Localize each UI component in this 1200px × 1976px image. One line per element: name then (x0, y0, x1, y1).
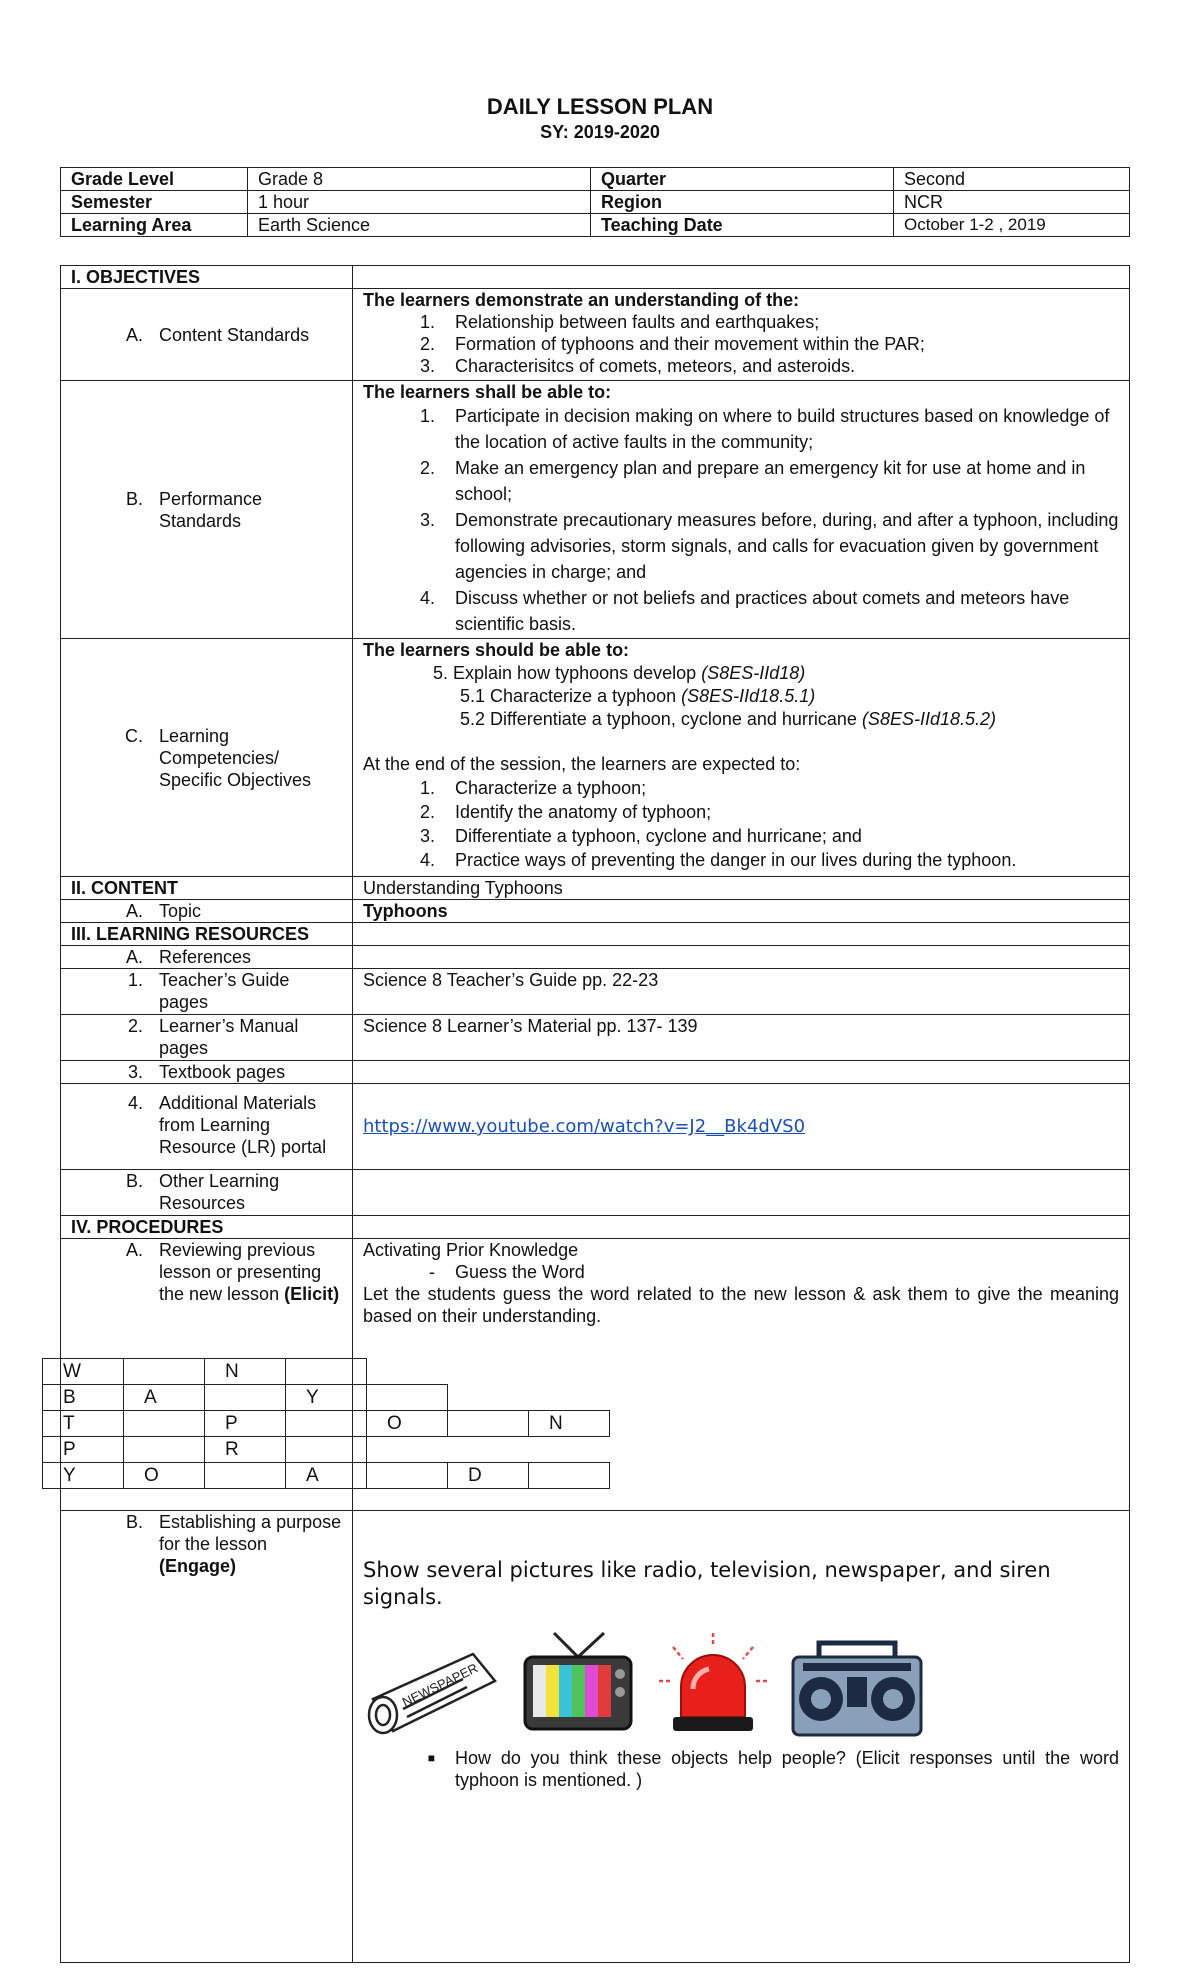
letter: A. (125, 901, 143, 921)
quarter-value: Second (894, 168, 1130, 191)
grid-cell (367, 1463, 448, 1489)
competency-code: (S8ES-IId18.5.1) (681, 686, 816, 706)
elicit-line2: Guess the Word (455, 1262, 585, 1282)
letter: A. (125, 324, 143, 345)
page-title: DAILY LESSON PLAN (486, 94, 714, 119)
semester-value: 1 hour (248, 191, 591, 214)
list-item: 1. Participate in decision making on where to build structures based on knowledge of the location of active faults in the community; (363, 403, 1119, 455)
teaching-date-label: Teaching Date (591, 214, 894, 237)
elicit-line3: Let the students guess the word related to the new lesson & ask them to give the meaning based on their understanding. (363, 1284, 1119, 1326)
region-label: Region (591, 191, 894, 214)
lesson-plan-table (60, 265, 1130, 1963)
letter: A. (125, 947, 143, 967)
performance-standards-cell (353, 381, 1130, 639)
youtube-link[interactable]: https://www.youtube.com/watch?v=J2__Bk4dVS0 (363, 1116, 806, 1137)
tg-value: Science 8 Teacher’s Guide pp. 22-23 (353, 969, 1130, 1015)
list-item: 4. Practice ways of preventing the danger in our lives during the typhoon. (363, 848, 1119, 872)
empty-cell (353, 946, 1130, 969)
list-item: 3. Characterisitcs of comets, meteors, and asteroids. (363, 355, 1119, 377)
list-item: 3. Demonstrate precautionary measures before, during, and after a typhoon, including following advisories, storm signals, and calls for evacuation given by government agencies in charge; and (363, 507, 1119, 585)
grid-cell (124, 1411, 205, 1437)
content-standards-intro: The learners demonstrate an understanding of the: (363, 290, 800, 310)
empty-cell (353, 1061, 1130, 1084)
grid-cell (124, 1359, 205, 1385)
other-label: Other Learning Resources (159, 1171, 280, 1213)
engage-label-cell (61, 1511, 353, 1963)
grid-cell (205, 1463, 286, 1489)
list-item-text: Make an emergency plan and prepare an emergency kit for use at home and in school; (455, 458, 1086, 504)
objectives-heading: I. OBJECTIVES (61, 266, 353, 289)
competency-5-1 (363, 685, 1119, 708)
content-standards-label-cell (61, 289, 353, 381)
grid-cell: T (43, 1411, 124, 1437)
grid-cell (124, 1437, 205, 1463)
grid-cell (286, 1359, 367, 1385)
list-item-text: Characterize a typhoon; (455, 778, 647, 798)
competency-text: 5.2 Differentiate a typhoon, cyclone and hurricane (460, 709, 862, 729)
list-item: 2. Make an emergency plan and prepare an emergency kit for use at home and in school; (363, 455, 1119, 507)
grid-cell (205, 1385, 286, 1411)
dash: - (429, 1262, 435, 1282)
learning-area-value: Earth Science (248, 214, 591, 237)
list-item: 3. Differentiate a typhoon, cyclone and hurricane; and (363, 824, 1119, 848)
info-table (60, 167, 1130, 237)
grid-cell: N (529, 1411, 610, 1437)
engage-bold: (Engage) (159, 1556, 237, 1576)
session-intro: At the end of the session, the learners are expected to: (363, 754, 801, 774)
grid-cell: O (124, 1463, 205, 1489)
list-item: 2. Identify the anatomy of typhoon; (363, 800, 1119, 824)
radio-icon (789, 1633, 925, 1739)
content-value: Understanding Typhoons (353, 877, 1130, 900)
pictures-row (363, 1629, 1119, 1739)
topic-label: Topic (159, 901, 202, 921)
grid-cell (286, 1411, 367, 1437)
performance-standards-intro: The learners shall be able to: (363, 382, 612, 402)
references-label: References (159, 947, 252, 967)
region-value: NCR (894, 191, 1130, 214)
grid-cell: Y (286, 1385, 367, 1411)
grid-cell: D (448, 1463, 529, 1489)
grid-cell: A (286, 1463, 367, 1489)
competency-text: 5. Explain how typhoons develop (433, 663, 702, 683)
elicit-label: Reviewing previous lesson or presenting the new lesson (159, 1240, 322, 1304)
siren-icon (653, 1629, 773, 1739)
lm-label-cell (61, 1015, 353, 1061)
list-item: 4. Discuss whether or not beliefs and practices about comets and meteors have scientific basis. (363, 585, 1119, 637)
newspaper-word: NEWSPAPER (399, 1660, 481, 1710)
grid-cell (367, 1385, 448, 1411)
list-item: 1. Relationship between faults and earthquakes; (363, 311, 1119, 333)
competencies-label-cell (61, 639, 353, 877)
letter: B. (125, 488, 143, 509)
letter: A. (125, 1240, 143, 1260)
learning-area-label: Learning Area (61, 214, 248, 237)
grid-cell: N (205, 1359, 286, 1385)
list-item-text: Identify the anatomy of typhoon; (455, 802, 712, 822)
list-item-text: Participate in decision making on where to build structures based on knowledge of the location of active faults in the community; (455, 406, 1110, 452)
semester-label: Semester (61, 191, 248, 214)
list-item-text: Practice ways of preventing the danger in our lives during the typhoon. (455, 850, 1017, 870)
teaching-date-value: October 1-2 , 2019 (894, 214, 1130, 237)
competencies-label: Learning Competencies/ Specific Objectives (159, 725, 312, 790)
number: 3. (127, 1062, 143, 1082)
am-link-cell (353, 1084, 1130, 1170)
grid-cell (286, 1437, 367, 1463)
grid-cell (529, 1463, 610, 1489)
engage-label: Establishing a purpose for the lesson (159, 1512, 342, 1554)
bullet-icon: ■ (427, 1751, 435, 1765)
competency-5 (363, 662, 1119, 685)
empty-cell (353, 1216, 1130, 1239)
competency-code: (S8ES-IId18) (701, 663, 806, 683)
number: 2. (127, 1016, 143, 1036)
list-item-text: Differentiate a typhoon, cyclone and hurricane; and (455, 826, 862, 846)
competencies-intro: The learners should be able to: (363, 640, 630, 660)
grid-cell: P (43, 1437, 124, 1463)
grid-cell: R (205, 1437, 286, 1463)
list-item-text: Demonstrate precautionary measures before, during, and after a typhoon, including following advisories, storm signals, and calls for evacuation given by government agencies in charge; and (455, 510, 1119, 582)
lm-value: Science 8 Learner’s Material pp. 137- 139 (353, 1015, 1130, 1061)
guess-word-grid (42, 1358, 610, 1489)
number: 4. (127, 1093, 143, 1113)
engage-cell (353, 1511, 1130, 1963)
engage-text: Show several pictures like radio, television, newspaper, and siren signals. (363, 1558, 1051, 1609)
competency-5-2 (363, 708, 1119, 731)
tg-label-cell (61, 969, 353, 1015)
grade-level-value: Grade 8 (248, 168, 591, 191)
engage-question: How do you think these objects help people? (Elicit responses until the word typhoon is mentioned. ) (455, 1748, 1119, 1790)
competency-code: (S8ES-IId18.5.2) (861, 709, 997, 729)
grid-cell: P (205, 1411, 286, 1437)
content-standards-cell (353, 289, 1130, 381)
resources-heading: III. LEARNING RESOURCES (61, 923, 353, 946)
grid-cell (448, 1411, 529, 1437)
number: 1. (127, 970, 143, 990)
topic-label-cell (61, 900, 353, 923)
empty-cell (353, 1170, 1130, 1216)
letter: C. (125, 725, 143, 746)
competency-text: 5.1 Characterize a typhoon (460, 686, 682, 706)
empty-cell (353, 266, 1130, 289)
empty-cell (353, 923, 1130, 946)
list-item: 1. Characterize a typhoon; (363, 776, 1119, 800)
list-item-text: Formation of typhoons and their movement within the PAR; (455, 334, 925, 354)
list-item: 2. Formation of typhoons and their movement within the PAR; (363, 333, 1119, 355)
grid-cell: W (43, 1359, 124, 1385)
grade-level-label: Grade Level (61, 168, 248, 191)
elicit-line1: Activating Prior Knowledge (363, 1240, 579, 1260)
grid-cell: A (124, 1385, 205, 1411)
lm-label: Learner’s Manual pages (159, 1016, 299, 1058)
list-item-text: Characterisitcs of comets, meteors, and asteroids. (455, 356, 856, 376)
quarter-label: Quarter (591, 168, 894, 191)
am-label: Additional Materials from Learning Resource (LR) portal (159, 1093, 327, 1157)
letter: B. (125, 1171, 143, 1191)
letter: B. (125, 1512, 143, 1532)
question-item (363, 1747, 1119, 1791)
tb-label: Textbook pages (159, 1062, 286, 1082)
grid-cell: Y (43, 1463, 124, 1489)
television-icon (519, 1629, 637, 1739)
content-heading: II. CONTENT (61, 877, 353, 900)
list-item-text: Relationship between faults and earthquakes; (455, 312, 820, 332)
procedures-heading: IV. PROCEDURES (61, 1216, 353, 1239)
am-label-cell (61, 1084, 353, 1170)
tb-label-cell (61, 1061, 353, 1084)
school-year: SY: 2019-2020 (540, 122, 660, 142)
topic-value: Typhoons (353, 900, 1130, 923)
grid-cell: O (367, 1411, 448, 1437)
tg-label: Teacher’s Guide pages (159, 970, 290, 1012)
grid-cell: B (43, 1385, 124, 1411)
performance-standards-label: Performance Standards (159, 488, 263, 531)
content-standards-label: Content Standards (159, 324, 310, 345)
competencies-cell (353, 639, 1130, 877)
other-label-cell (61, 1170, 353, 1216)
references-label-cell (61, 946, 353, 969)
elicit-bold: (Elicit) (284, 1284, 340, 1304)
newspaper-icon (363, 1639, 503, 1739)
performance-standards-label-cell (61, 381, 353, 639)
list-item-text: Discuss whether or not beliefs and practices about comets and meteors have scientific basis. (455, 588, 1070, 634)
